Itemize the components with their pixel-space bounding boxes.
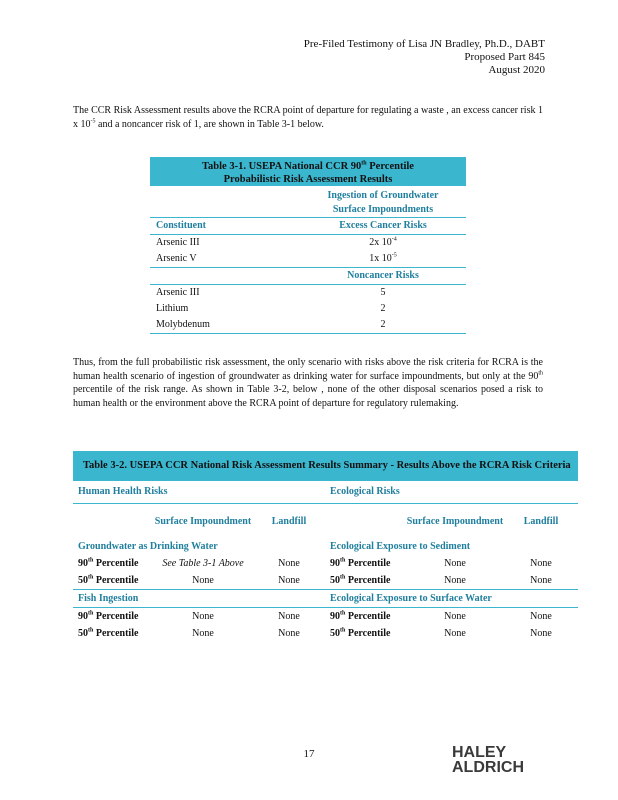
t1-title-line2: Probabilistic Risk Assessment Results [223,174,393,185]
summary-paragraph [73,356,543,410]
logo-line-2: ALDRICH [452,759,524,776]
t1-col-header-2: Surface Impoundments [332,204,434,215]
intro-text-b: and a noncancer risk of 1, are shown in Table 3-1 below. [95,118,324,130]
table-row: 90th Percentile See Table 3-1 Above None 90th Percentile None None [73,555,578,572]
t2-cell: None [530,611,552,622]
t2-cell: None [530,575,552,586]
t1-cell: 2x $10^{-4}$ [369,236,397,248]
intro-text-a: The CCR Risk Assessment results above the RCRA point of departure for regulating a waste , an excess cancer risk 1 x 10 [73,105,543,130]
p2-text-a: Thus, from the full probabilistic risk assessment, the only scenario with risks above the risk criteria for RCRA is the human health scenario of ingestion of groundwater as drinking water for surface impoundments, but only at the 90 [73,357,543,382]
t1-noncancer-header-row [150,268,466,285]
table-row [150,301,466,317]
t1-cell: 5 [380,287,386,298]
t2-sub-left-2: Fish Ingestion [78,593,139,604]
table-row [150,251,466,268]
t1-title-b: Percentile [366,161,414,172]
t2-cell: None [444,611,466,622]
table-3-2 [73,451,578,642]
t1-cancer-label: Excess Cancer Risks [339,220,427,231]
company-logo [452,745,544,775]
t2-cell: None [192,611,214,622]
table-row: 50th Percentile None None 50th Percentile None None [73,572,578,589]
table-3-2-title: Table 3-2. USEPA CCR National Risk Assessment Results Summary - Results Above the RCRA Risk Criteria [73,451,578,481]
t2-cell: None [530,628,552,639]
t2-cell: See Table 3-1 Above [162,558,244,569]
t1-cell: 2 [380,319,386,330]
t1-title-a: Table 3-1. USEPA National CCR 90 [202,161,362,172]
table-row: 90th Percentile None None 90th Percentile None None [73,607,578,625]
p2-text-b: percentile of the risk range. As shown in Table 3-2, below , none of the other disposal scenarios posed a risk to human health or the environment above the RCRA point of departure for regulatory rulemaking. [73,384,543,409]
t1-cell: Arsenic III [156,287,200,298]
t1-cell: 1x $10^{-5}$ [369,252,397,264]
t1-title-sup: th [361,160,367,167]
table-row [150,285,466,301]
t2-cell: None [192,575,214,586]
t1-cell: Lithium [156,303,189,314]
t1-cell: Arsenic V [156,253,197,264]
t2-cell: None [278,558,300,569]
header-author: Pre-Filed Testimony of Lisa JN Bradley, Ph.D., DABT [303,38,545,50]
t2-cell: None [530,558,552,569]
t1-constituent-label: Constituent [156,220,207,231]
t2-cell: None [444,558,466,569]
t2-col-landfill-left: Landfill [271,515,307,527]
t2-sub-right-2: Ecological Exposure to Surface Water [330,593,492,604]
t1-col-header-1: Ingestion of Groundwater [327,190,439,201]
intro-paragraph [73,104,543,131]
t2-cell: None [444,575,466,586]
page-number: 17 [303,748,315,760]
t1-cell: 2 [380,303,386,314]
t1-cell: Arsenic III [156,237,200,248]
p2-sup: th [538,370,543,377]
t1-cancer-header-row [150,218,466,235]
t2-cell: None [278,575,300,586]
t1-cell: Molybdenum [156,319,210,330]
table-3-1-title [150,157,466,186]
page-header [304,38,545,77]
table-3-1 [150,157,466,334]
t1-noncancer-label: Noncancer Risks [347,270,419,281]
t2-cell: None [444,628,466,639]
t2-right-section: Ecological Risks [330,486,400,497]
intro-sup: -5 [90,118,96,125]
t2-col-surface-right: Surface Impoundment [406,515,504,527]
t2-col-landfill-right: Landfill [523,515,559,527]
t2-cell: None [192,628,214,639]
table-row [150,317,466,334]
t2-cell: None [278,611,300,622]
table-row: 50th Percentile None None 50th Percentile None None [73,625,578,642]
t2-sub-left-1: Groundwater as Drinking Water [78,541,218,552]
header-docket: Proposed Part 845 [464,51,545,63]
t2-col-surface-left: Surface Impoundment [154,515,252,527]
t2-left-section: Human Health Risks [78,486,168,497]
table-row [150,235,466,251]
t2-sub-right-1: Ecological Exposure to Sediment [330,541,471,552]
logo-line-1: HALEY [452,744,507,761]
header-date: August 2020 [488,64,545,76]
t2-cell: None [278,628,300,639]
